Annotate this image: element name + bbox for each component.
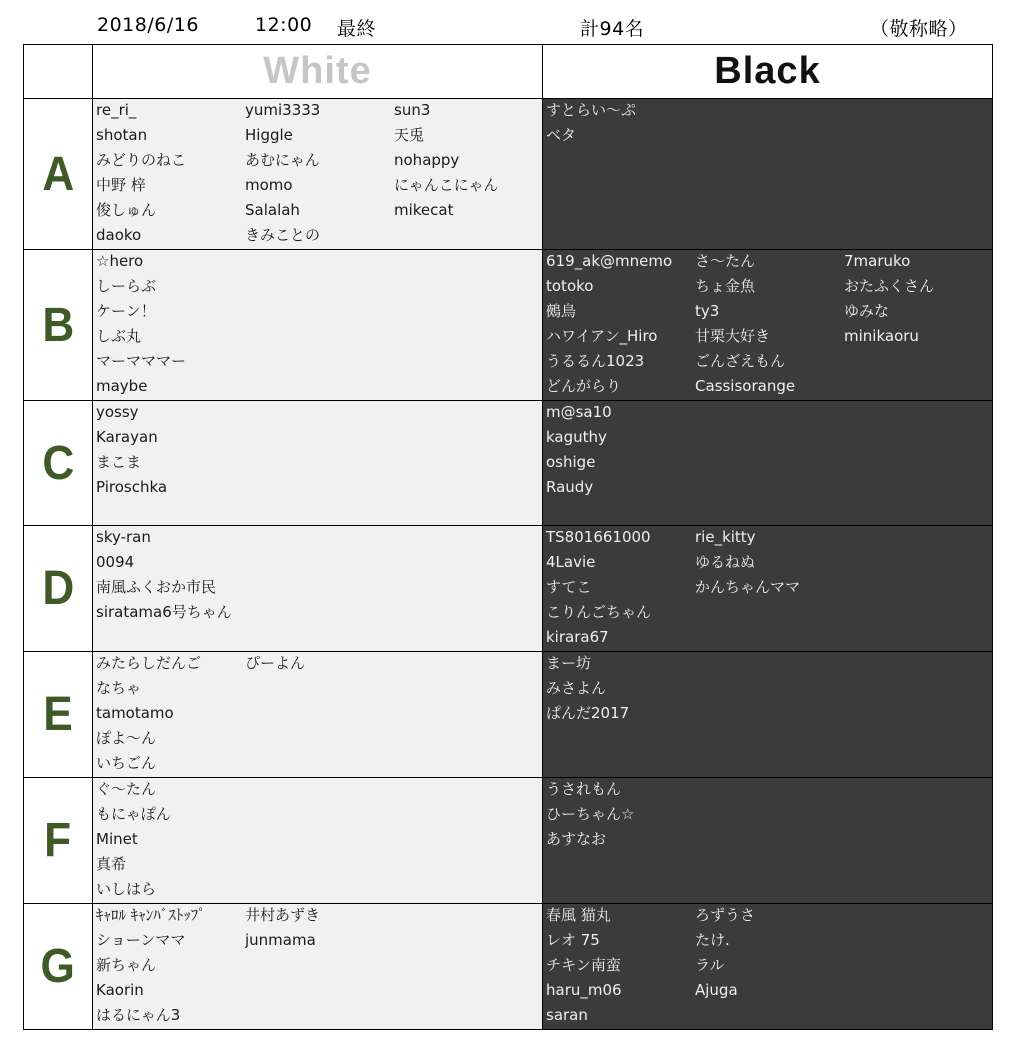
white-team-cell bbox=[93, 652, 543, 778]
white-team-cell bbox=[93, 526, 543, 652]
participant-name bbox=[394, 224, 542, 249]
column-header-row bbox=[24, 45, 993, 99]
participant-name bbox=[844, 476, 992, 501]
white-name-list bbox=[93, 904, 542, 1029]
participant-name bbox=[844, 778, 992, 803]
participant-name bbox=[394, 250, 542, 275]
roster-table bbox=[23, 44, 993, 1030]
white-label: White bbox=[263, 50, 372, 92]
participant-name bbox=[245, 727, 394, 752]
group-letter: A bbox=[42, 147, 74, 201]
participant-name: ぱんだ2017 bbox=[546, 704, 630, 722]
participant-name: Karayan bbox=[96, 428, 158, 446]
header-total: 計94名 bbox=[580, 18, 645, 40]
black-name-list bbox=[543, 904, 992, 1029]
participant-name: re_ri_ bbox=[96, 101, 137, 119]
participant-name bbox=[844, 1004, 992, 1029]
participant-name bbox=[245, 601, 394, 626]
participant-name bbox=[394, 727, 542, 752]
group-letter: G bbox=[40, 940, 76, 993]
participant-name: うされもん bbox=[546, 780, 622, 798]
black-name-list bbox=[543, 652, 992, 727]
participant-name bbox=[394, 702, 542, 727]
participant-name bbox=[394, 929, 542, 954]
participant-name bbox=[844, 375, 992, 400]
participant-name bbox=[844, 626, 992, 651]
participant-name: ラル bbox=[695, 956, 725, 974]
participant-name: yossy bbox=[96, 403, 139, 421]
participant-name bbox=[394, 325, 542, 350]
participant-name bbox=[245, 752, 394, 777]
participant-name: oshige bbox=[546, 453, 596, 471]
participant-name: みどりのねこ bbox=[96, 151, 187, 169]
white-team-cell bbox=[93, 250, 543, 401]
white-name-list bbox=[93, 652, 542, 777]
participant-name bbox=[245, 551, 394, 576]
participant-name: すとらい〜ぷ bbox=[546, 101, 637, 119]
participant-name: kaguthy bbox=[546, 428, 607, 446]
participant-name bbox=[394, 576, 542, 601]
participant-name: Salalah bbox=[245, 201, 300, 219]
participant-name bbox=[245, 300, 394, 325]
participant-name bbox=[394, 878, 542, 903]
participant-name: momo bbox=[245, 176, 293, 194]
participant-name: sky-ran bbox=[96, 528, 151, 546]
group-letter: B bbox=[42, 298, 74, 352]
participant-name: 4Lavie bbox=[546, 553, 596, 571]
participant-name bbox=[394, 300, 542, 325]
participant-name bbox=[844, 451, 992, 476]
header-time: 12:00 bbox=[255, 14, 313, 36]
white-team-cell bbox=[93, 401, 543, 526]
participant-name bbox=[695, 778, 844, 803]
black-label: Black bbox=[714, 50, 821, 92]
participant-name: ゆるねぬ bbox=[695, 553, 756, 571]
participant-name bbox=[394, 426, 542, 451]
participant-name bbox=[245, 426, 394, 451]
participant-name: まー坊 bbox=[546, 654, 592, 672]
participant-name bbox=[695, 626, 844, 651]
participant-name bbox=[245, 476, 394, 501]
participant-name: しぶ丸 bbox=[96, 327, 142, 345]
participant-name: Kaorin bbox=[96, 981, 144, 999]
participant-name bbox=[844, 526, 992, 551]
participant-name: ケーン！ bbox=[96, 302, 156, 320]
participant-name bbox=[695, 451, 844, 476]
participant-name bbox=[394, 778, 542, 803]
participant-name: rie_kitty bbox=[695, 528, 756, 546]
participant-name: ひーちゃん☆ bbox=[546, 805, 635, 823]
participant-name bbox=[844, 803, 992, 828]
participant-name bbox=[394, 677, 542, 702]
white-name-list bbox=[93, 250, 542, 400]
white-name-list bbox=[93, 778, 542, 903]
participant-name bbox=[844, 828, 992, 853]
black-team-cell bbox=[543, 99, 993, 250]
participant-name bbox=[245, 375, 394, 400]
participant-name bbox=[394, 601, 542, 626]
white-column-header bbox=[93, 45, 543, 99]
participant-name: ベタ bbox=[546, 126, 577, 144]
participant-name: ぴーよん bbox=[245, 654, 306, 672]
participant-name bbox=[394, 803, 542, 828]
participant-name bbox=[394, 526, 542, 551]
participant-name bbox=[844, 99, 992, 124]
participant-name bbox=[695, 1004, 844, 1029]
participant-name bbox=[245, 878, 394, 903]
participant-name bbox=[394, 375, 542, 400]
participant-name: しーらぶ bbox=[96, 277, 157, 295]
participant-name: まこま bbox=[96, 453, 142, 471]
participant-name bbox=[844, 401, 992, 426]
participant-name: ty3 bbox=[695, 302, 720, 320]
participant-name bbox=[695, 426, 844, 451]
participant-name bbox=[695, 677, 844, 702]
participant-name: はるにゃん3 bbox=[96, 1006, 181, 1024]
participant-name: Ajuga bbox=[695, 981, 738, 999]
group-letter: D bbox=[42, 562, 74, 615]
group-row-e bbox=[24, 652, 993, 778]
participant-name bbox=[695, 476, 844, 501]
participant-name: tamotamo bbox=[96, 704, 174, 722]
participant-name: m@sa10 bbox=[546, 403, 612, 421]
participant-name bbox=[844, 954, 992, 979]
group-label-cell bbox=[24, 250, 93, 401]
participant-name bbox=[245, 702, 394, 727]
participant-name bbox=[394, 954, 542, 979]
participant-name bbox=[394, 752, 542, 777]
group-row-b bbox=[24, 250, 993, 401]
participant-name: 7maruko bbox=[844, 252, 911, 270]
participant-name: Cassisorange bbox=[695, 377, 796, 395]
group-label-cell bbox=[24, 904, 93, 1030]
participant-name: ☆hero bbox=[96, 252, 144, 270]
participant-name: 新ちゃん bbox=[96, 956, 157, 974]
participant-name: minikaoru bbox=[844, 327, 919, 345]
participant-name bbox=[844, 601, 992, 626]
white-team-cell bbox=[93, 99, 543, 250]
participant-name: Raudy bbox=[546, 478, 594, 496]
participant-name bbox=[844, 904, 992, 929]
participant-name bbox=[844, 702, 992, 727]
participant-name: mikecat bbox=[394, 201, 454, 219]
header-date: 2018/6/16 bbox=[97, 14, 199, 36]
participant-name: さ〜たん bbox=[695, 252, 756, 270]
group-letter: C bbox=[42, 436, 74, 490]
participant-name bbox=[394, 401, 542, 426]
participant-name bbox=[245, 275, 394, 300]
black-team-cell bbox=[543, 904, 993, 1030]
participant-name bbox=[844, 576, 992, 601]
participant-name bbox=[394, 350, 542, 375]
participant-name: siratama6号ちゃん bbox=[96, 603, 232, 621]
participant-name bbox=[245, 576, 394, 601]
group-row-g bbox=[24, 904, 993, 1030]
participant-name: みさよん bbox=[546, 679, 607, 697]
participant-name: いちごん bbox=[96, 754, 157, 772]
black-name-list bbox=[543, 250, 992, 400]
participant-name: かんちゃんママ bbox=[695, 578, 801, 596]
black-team-cell bbox=[543, 778, 993, 904]
participant-name: 天兎 bbox=[394, 126, 425, 144]
participant-name: 鵺鳥 bbox=[546, 302, 577, 320]
participant-name: こりんごちゃん bbox=[546, 603, 652, 621]
participant-name: あすなお bbox=[546, 830, 607, 848]
group-label-cell bbox=[24, 99, 93, 250]
black-team-cell bbox=[543, 250, 993, 401]
participant-name bbox=[844, 979, 992, 1004]
header-honorific-note: （敬称略） bbox=[870, 18, 968, 40]
participant-name bbox=[394, 652, 542, 677]
participant-name bbox=[844, 426, 992, 451]
participant-name bbox=[394, 1004, 542, 1029]
black-column-header bbox=[543, 45, 993, 99]
participant-name bbox=[245, 803, 394, 828]
participant-name bbox=[245, 979, 394, 1004]
participant-name: daoko bbox=[96, 226, 142, 244]
participant-name: うるるん1023 bbox=[546, 352, 645, 370]
participant-name: 619_ak@mnemo bbox=[546, 252, 673, 270]
participant-name: kirara67 bbox=[546, 628, 609, 646]
participant-name bbox=[394, 979, 542, 1004]
participant-name: Minet bbox=[96, 830, 138, 848]
participant-name: たけ. bbox=[695, 931, 730, 949]
participant-name bbox=[245, 350, 394, 375]
participant-name: Piroschka bbox=[96, 478, 168, 496]
participant-name: なちゃ bbox=[96, 679, 142, 697]
participant-name bbox=[695, 99, 844, 124]
participant-name bbox=[245, 451, 394, 476]
participant-name bbox=[844, 929, 992, 954]
participant-name bbox=[245, 954, 394, 979]
group-label-cell bbox=[24, 526, 93, 652]
participant-name bbox=[695, 702, 844, 727]
participant-name bbox=[394, 853, 542, 878]
participant-name: totoko bbox=[546, 277, 594, 295]
participant-name: どんがらり bbox=[546, 377, 622, 395]
participant-name: レオ 75 bbox=[546, 931, 600, 949]
participant-name bbox=[394, 551, 542, 576]
participant-name: ぐ〜たん bbox=[96, 780, 157, 798]
group-row-f bbox=[24, 778, 993, 904]
participant-name bbox=[695, 828, 844, 853]
participant-name bbox=[844, 350, 992, 375]
participant-name: チキン南蛮 bbox=[546, 956, 621, 974]
black-name-list bbox=[543, 401, 992, 501]
participant-name: おたふくさん bbox=[844, 277, 935, 295]
group-row-d bbox=[24, 526, 993, 652]
participant-name: ショーンママ bbox=[96, 931, 186, 949]
participant-name bbox=[245, 325, 394, 350]
participant-name: shotan bbox=[96, 126, 148, 144]
group-row-a bbox=[24, 99, 993, 250]
participant-name: TS801661000 bbox=[546, 528, 651, 546]
participant-name bbox=[695, 652, 844, 677]
corner-cell bbox=[24, 45, 93, 99]
participant-name: ハワイアン_Hiro bbox=[546, 327, 658, 345]
participant-name: ごんざえもん bbox=[695, 352, 786, 370]
white-name-list bbox=[93, 99, 542, 249]
participant-name bbox=[695, 401, 844, 426]
participant-name bbox=[844, 124, 992, 149]
participant-name: あむにゃん bbox=[245, 151, 320, 169]
participant-name bbox=[844, 677, 992, 702]
black-name-list bbox=[543, 526, 992, 651]
participant-name: 中野 梓 bbox=[96, 176, 146, 194]
participant-name bbox=[394, 904, 542, 929]
participant-name: ゆみな bbox=[844, 302, 890, 320]
white-team-cell bbox=[93, 778, 543, 904]
participant-name bbox=[245, 828, 394, 853]
participant-name bbox=[394, 828, 542, 853]
participant-name bbox=[394, 275, 542, 300]
participant-name: すてこ bbox=[546, 578, 592, 596]
participant-name: 井村あずき bbox=[245, 906, 321, 924]
participant-name bbox=[695, 124, 844, 149]
participant-name: haru_m06 bbox=[546, 981, 622, 999]
participant-name: 俊しゅん bbox=[96, 201, 157, 219]
participant-name: 0094 bbox=[96, 553, 135, 571]
participant-name: 真希 bbox=[96, 855, 127, 873]
participant-name bbox=[245, 526, 394, 551]
participant-name: saran bbox=[546, 1006, 588, 1024]
participant-name: もにゃぽん bbox=[96, 805, 171, 823]
participant-name bbox=[695, 803, 844, 828]
group-letter: E bbox=[43, 688, 73, 741]
participant-name: yumi3333 bbox=[245, 101, 321, 119]
participant-name: Higgle bbox=[245, 126, 293, 144]
group-letter: F bbox=[44, 814, 72, 867]
group-label-cell bbox=[24, 652, 93, 778]
white-team-cell bbox=[93, 904, 543, 1030]
participant-name bbox=[245, 1004, 394, 1029]
white-name-list bbox=[93, 401, 542, 501]
participant-name: maybe bbox=[96, 377, 148, 395]
participant-name bbox=[245, 677, 394, 702]
participant-name: みたらしだんご bbox=[96, 654, 202, 672]
black-name-list bbox=[543, 778, 992, 853]
participant-name: ちょ金魚 bbox=[695, 277, 756, 295]
white-name-list bbox=[93, 526, 542, 626]
black-team-cell bbox=[543, 526, 993, 652]
participant-name: きみことの bbox=[245, 226, 321, 244]
participant-name bbox=[245, 401, 394, 426]
participant-name: いしはら bbox=[96, 880, 157, 898]
participant-name: ぽよ〜ん bbox=[96, 729, 157, 747]
participant-name: nohappy bbox=[394, 151, 460, 169]
participant-name: マーマママー bbox=[96, 352, 187, 370]
participant-name: junmama bbox=[245, 931, 316, 949]
participant-name bbox=[394, 451, 542, 476]
participant-name bbox=[844, 551, 992, 576]
participant-name: 南風ふくおか市民 bbox=[96, 578, 217, 596]
group-row-c bbox=[24, 401, 993, 526]
participant-name bbox=[844, 652, 992, 677]
participant-name bbox=[695, 601, 844, 626]
participant-name: ろずうさ bbox=[695, 906, 756, 924]
group-label-cell bbox=[24, 778, 93, 904]
participant-name bbox=[245, 853, 394, 878]
participant-name: ｷｬﾛﾙ ｷｬﾝﾊﾞｽﾄｯﾌﾟ bbox=[96, 906, 206, 924]
participant-name: 春風 猫丸 bbox=[546, 906, 611, 924]
participant-name: sun3 bbox=[394, 101, 431, 119]
black-team-cell bbox=[543, 652, 993, 778]
participant-name bbox=[394, 476, 542, 501]
black-team-cell bbox=[543, 401, 993, 526]
participant-name: 甘栗大好き bbox=[695, 327, 771, 345]
group-label-cell bbox=[24, 401, 93, 526]
participant-name bbox=[245, 250, 394, 275]
black-name-list bbox=[543, 99, 992, 149]
participant-name: にゃんこにゃん bbox=[394, 176, 499, 194]
participant-name bbox=[245, 778, 394, 803]
header-status: 最終 bbox=[337, 18, 377, 40]
